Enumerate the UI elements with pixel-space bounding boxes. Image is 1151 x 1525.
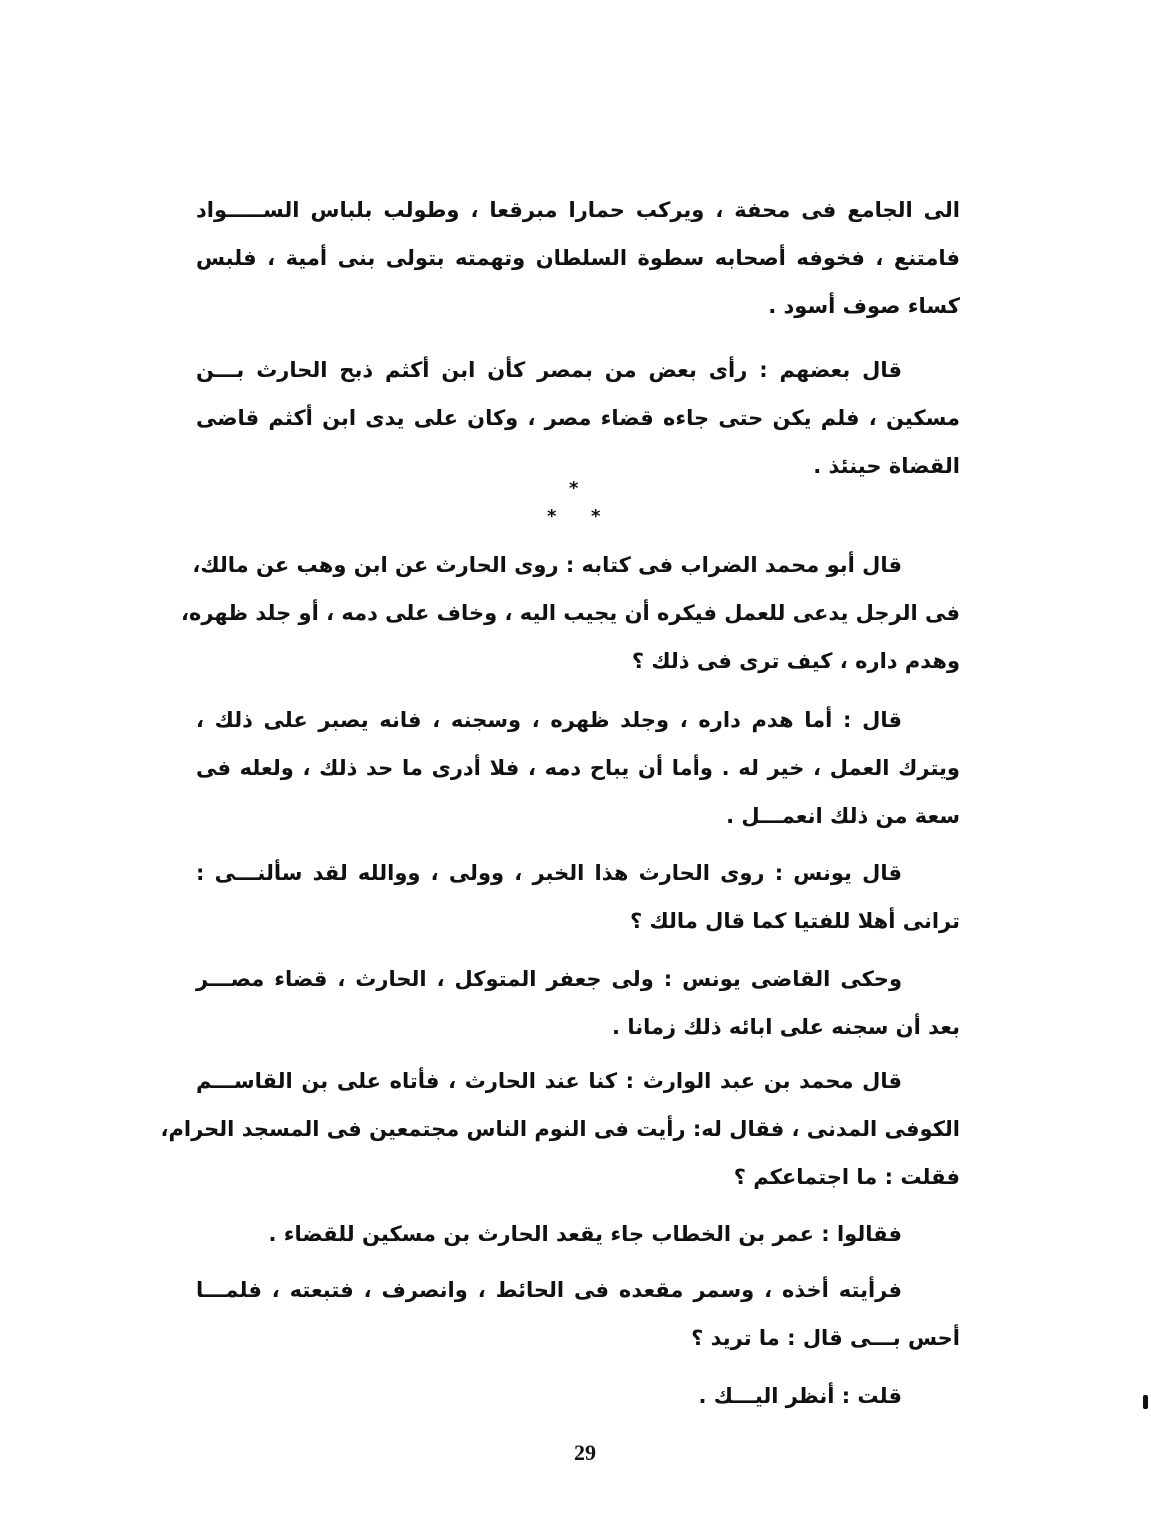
text-line: كساء صوف أسود . (768, 294, 960, 318)
paragraph (196, 1266, 960, 1362)
text-line: ويترك العمل ، خير له . وأما أن يباح دمه ، فلا أدرى ما حد ذلك ، ولعله فى (196, 756, 960, 780)
paragraph (196, 186, 960, 330)
page-number: 29 (574, 1440, 596, 1465)
paragraph (180, 541, 960, 685)
paragraph (196, 346, 960, 490)
separator-star: * (591, 506, 601, 527)
paragraph (160, 1057, 960, 1201)
text-line: الكوفى المدنى ، فقال له: رأيت فى النوم الناس مجتمعين فى المسجد الحرام، (160, 1117, 960, 1141)
paragraph (196, 696, 960, 840)
text-line: قال أبو محمد الضراب فى كتابه : روى الحارث عن ابن وهب عن مالك، (192, 553, 902, 577)
paragraph (196, 1372, 960, 1420)
paragraph (196, 955, 960, 1051)
text-line: ترانى أهلا للفتيا كما قال مالك ؟ (630, 909, 960, 933)
paragraph (196, 849, 960, 945)
text-line: أحس بـــى قال : ما تريد ؟ (691, 1326, 960, 1350)
text-line: مسكين ، فلم يكن حتى جاءه قضاء مصر ، وكان على يدى ابن أكثم قاضى (196, 406, 960, 430)
text-line: وحكى القاضى يونس : ولى جعفر المتوكل ، الحارث ، قضاء مصـــر (196, 967, 902, 991)
text-line: فرأيته أخذه ، وسمر مقعده فى الحائط ، وانصرف ، فتبعته ، فلمـــا (196, 1278, 902, 1302)
text-line: قال : أما هدم داره ، وجلد ظهره ، وسجنه ، فانه يصبر على ذلك ، (196, 708, 902, 732)
scan-edge-mark (1143, 1395, 1148, 1409)
separator-star: * (569, 478, 579, 499)
text-line: الى الجامع فى محفة ، ويركب حمارا مبرقعا ، وطولب بلباس الســـــواد (196, 198, 960, 222)
separator-star: * (547, 506, 557, 527)
paragraph (196, 1210, 960, 1258)
text-line: فامتنع ، فخوفه أصحابه سطوة السلطان وتهمته بتولى بنى أمية ، فلبس (196, 246, 960, 270)
text-line: قال محمد بن عبد الوارث : كنا عند الحارث ، فأتاه على بن القاســـم (196, 1069, 902, 1093)
text-line: قال بعضهم : رأى بعض من بمصر كأن ابن أكثم ذبح الحارث بـــن (196, 358, 902, 382)
text-line: القضاة حينئذ . (813, 454, 960, 478)
text-line: قال يونس : روى الحارث هذا الخبر ، وولى ، ووالله لقد سألنـــى : (196, 861, 902, 885)
text-line: فقالوا : عمر بن الخطاب جاء يقعد الحارث بن مسكين للقضاء . (268, 1222, 902, 1246)
text-line: بعد أن سجنه على ابائه ذلك زمانا . (612, 1015, 960, 1039)
section-separator (535, 478, 615, 528)
text-line: سعة من ذلك انعمـــل . (726, 804, 960, 828)
text-line: قلت : أنظر اليـــك . (698, 1384, 902, 1408)
text-line: وهدم داره ، كيف ترى فى ذلك ؟ (631, 649, 960, 673)
text-line: فقلت : ما اجتماعكم ؟ (733, 1165, 960, 1189)
text-line: فى الرجل يدعى للعمل فيكره أن يجيب اليه ، وخاف على دمه ، أو جلد ظهره، (180, 601, 960, 625)
